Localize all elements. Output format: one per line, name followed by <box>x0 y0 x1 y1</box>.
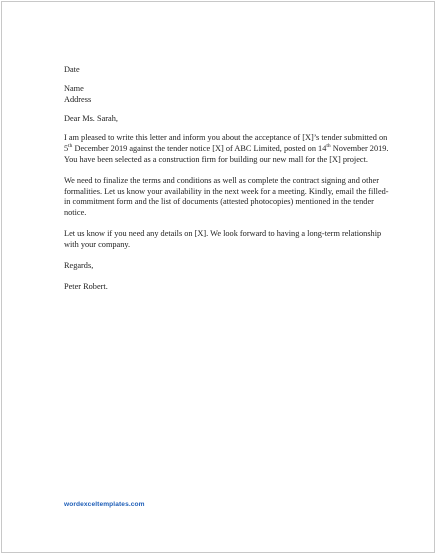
watermark-link[interactable]: wordexceltemplates.com <box>64 501 145 508</box>
para1-text-c: November 2019. You have been selected as a construction firm for building our new mall for the [X] project. <box>64 144 389 164</box>
para1-text-b: December 2019 against the tender notice [X] of ABC Limited, posted on 14 <box>72 144 327 154</box>
paragraph-acceptance <box>64 133 390 165</box>
para1-text-a: I am pleased to write this letter and inform you about the acceptance of [X]’s tender submitted on 5 <box>64 133 388 154</box>
para1-sup-1: th <box>68 143 73 150</box>
recipient-address: Address <box>64 94 92 104</box>
closing-regards: Regards, <box>64 261 94 271</box>
para1-sup-2: th <box>326 143 331 150</box>
signature-name: Peter Robert. <box>64 282 108 292</box>
document-page <box>1 1 435 553</box>
recipient-name: Name <box>64 84 84 94</box>
letter-body <box>64 65 390 293</box>
date-line: Date <box>64 65 80 74</box>
paragraph-formalities: We need to finalize the terms and conditions as well as complete the contract signing and other formalities. Let us know your availability in the next week for a meeting. Kindly, email the filled-in commitment form and the list of documents (attested photocopies) mentioned in the tender notice. <box>64 175 389 218</box>
salutation: Dear Ms. Sarah, <box>64 114 118 124</box>
paragraph-closing-remarks: Let us know if you need any details on [X]. We look forward to having a long-term relationship with your company. <box>64 229 382 249</box>
